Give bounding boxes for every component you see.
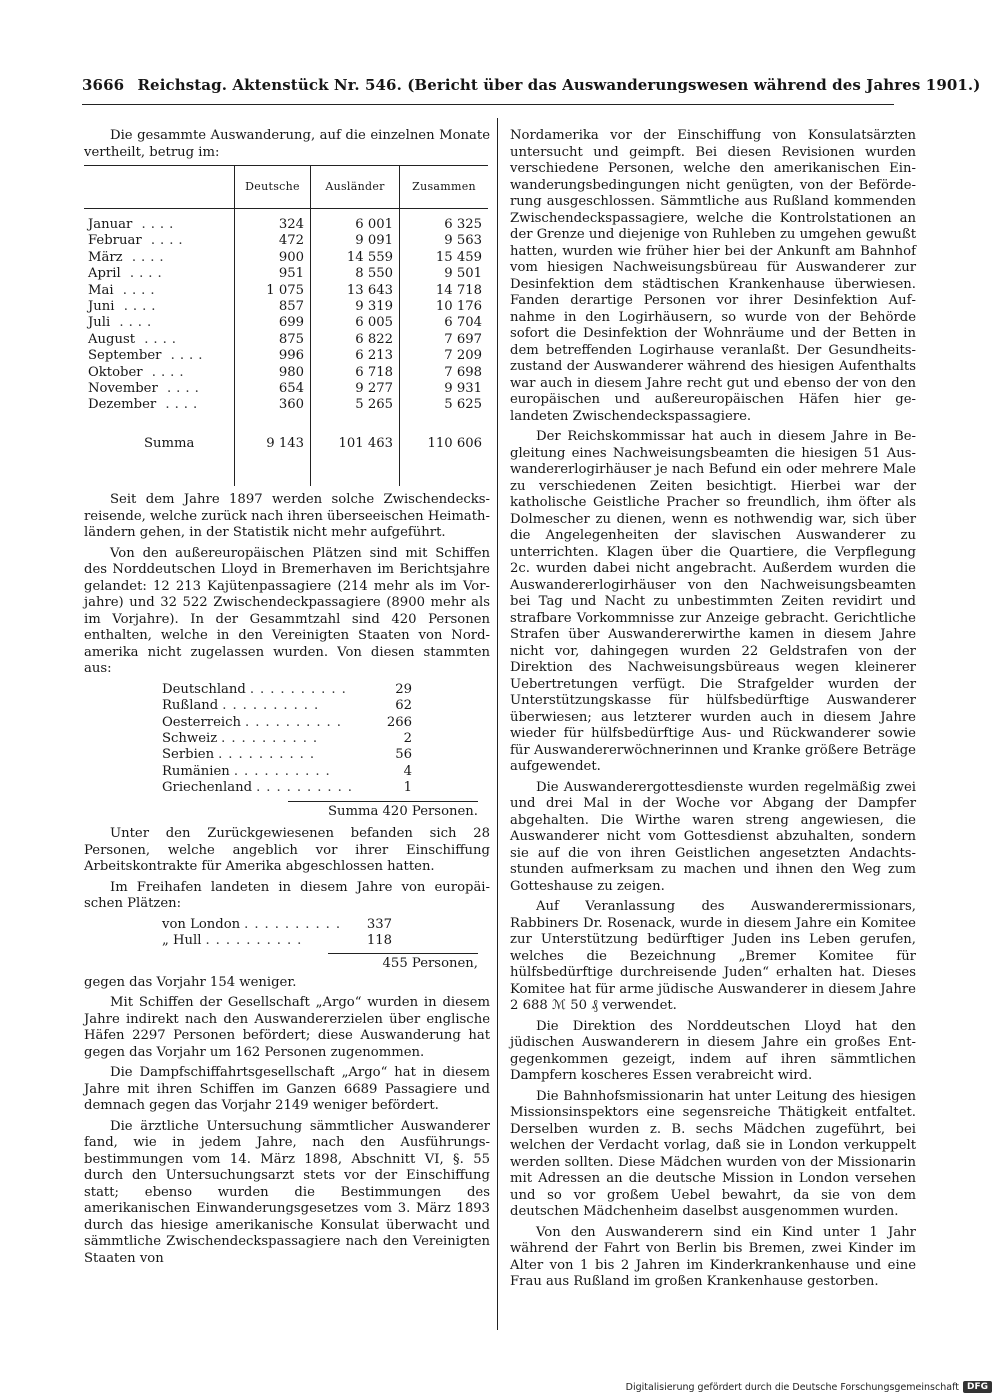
origin-count: 1 — [403, 780, 412, 796]
month-cell — [84, 299, 235, 315]
origin-count: 56 — [395, 747, 412, 763]
month-label: April — [88, 266, 121, 282]
auslaender-cell: 13 643 — [311, 283, 400, 299]
table-row — [84, 381, 488, 397]
origin-row — [162, 682, 412, 698]
port-list — [162, 917, 392, 950]
paragraph: Der Reichskommissar hat auch in diesem Jahre in Begleitung eines Nachweisungsbeamten die hiesigen 51 Auswandererlogirhäuser je nach Befund ein oder mehrere Male zu verschiedenen Zeiten besichtigt. Hierbei war der katholische Geistliche Pracher so freundlich, ihm öfter als Dolmescher zu dienen, wenn es nothwendig war, sich über die Angelegenheiten der slavischen Auswanderer zu unterrichten. Klagen über die Quartiere, die Verpflegung 2c. wurden dabei nicht angebracht. Außerdem wurden die Auswandererlogirhäuser von den Nachweisungsbeamten bei Tag und Nacht zu unbestimmten Zeiten revidirt und strafbare Vorkommnisse zur Anzeige gebracht. Gerichtliche Strafen über Auswandererwirthe kamen in diesem Jahre nicht vor, dahingegen wurden 22 Geldstrafen von der Direktion des Nachweisungsbüreaus wegen kleinerer Uebertretungen verfügt. Die Strafgelder wurden der Unterstützungskasse für hülfsbedürftige Auswanderer überwiesen; aus letzterer wurden auch in diesem Jahre wieder für hülfsbedürftige Aus- und Rückwanderer sowie für Auswandererwöchnerinnen und Kranke größere Beträge aufgewendet. — [510, 429, 916, 774]
month-label: Mai — [88, 282, 114, 298]
zusammen-cell: 9 931 — [400, 381, 488, 397]
leader-dots: .......... — [221, 731, 324, 746]
month-label: Juni — [88, 299, 115, 315]
port-label: „ Hull — [162, 933, 202, 949]
month-label: Februar — [88, 233, 142, 249]
col-header-zusammen: Zusammen — [400, 166, 488, 209]
origin-count: 2 — [403, 731, 412, 746]
leader-dots: .... — [114, 299, 161, 315]
paragraph: Mit Schiffen der Gesellschaft „Argo“ wurden in diesem Jahre indirekt nach den Auswandererzielen über englische Häfen 2297 Personen befördert; diese Auswanderung hat gegen das Vorjahr um 162 Personen zugenommen. — [84, 995, 490, 1060]
origin-country: Oesterreich — [162, 714, 241, 730]
deutsche-cell: 360 — [235, 397, 311, 413]
table-row — [84, 397, 488, 413]
paragraph: Von den Auswanderern sind ein Kind unter 1 Jahr während der Fahrt von Berlin bis Bremen, zwei Kinder im Alter von 1 bis 2 Jahren im Kinderkrankenhause und eine Frau aus Rußland im großen Krankenhause gestorben. — [510, 1224, 916, 1289]
month-cell — [84, 209, 235, 234]
page-header — [82, 76, 981, 94]
running-title: Reichstag. Aktenstück Nr. 546. (Bericht über das Auswanderungswesen während des Jahres 1901.) — [137, 76, 981, 94]
table-row — [84, 233, 488, 249]
leader-dots: .......... — [249, 681, 352, 697]
zusammen-cell: 15 459 — [400, 250, 488, 266]
paragraph: Nordamerika vor der Einschiffung von Konsulatsärzten untersucht und geimpft. Bei diesen Revisionen wurden verschiedene Personen, welche den amerikanischen Einwanderungsbedingungen nicht genügten, von der Beförderung ausgeschlossen. Sämmtliche aus Rußland kommenden Zwischendeckspassagiere, welche die Kontrolstationen an der Grenze und diejenige von Ruhleben zu umgehen gewußt hatten, wurden wie früher hier bei der Ankunft am Bahnhof vom hiesigen Nachweisungsbüreau für Auswanderer zur Desinfektion dem städtischen Krankenhause überwiesen. Fanden derartige Personen vor ihrer Desinfektion Aufnahme in den Logirhäusern, so wurde von der Behörde sofort die Desinfektion der Wohnräume und der Betten in dem betreffenden Logirhause veranlaßt. Der Gesundheitszustand der Auswanderer während des hiesigen Aufenthalts war auch in diesem Jahre recht gut und ebenso der von den europäischen und außereuropäischen Häfen hier gelandeten Zwischendeckspassagiere. — [510, 128, 916, 424]
auslaender-cell: 6 213 — [311, 348, 400, 364]
origin-count: 266 — [386, 714, 412, 730]
digitization-footer — [626, 1381, 992, 1393]
leader-dots: .... — [122, 249, 169, 265]
zusammen-cell: 6 704 — [400, 315, 488, 331]
month-label: Juli — [88, 315, 111, 331]
origin-country: Rußland — [162, 698, 219, 714]
origin-country: Schweiz — [162, 731, 218, 746]
origin-count: 4 — [403, 763, 412, 779]
origin-count: 62 — [395, 698, 412, 714]
month-cell — [84, 315, 235, 331]
leader-dots: .... — [113, 282, 160, 298]
origin-row — [162, 715, 412, 731]
leader-dots: .... — [161, 348, 208, 364]
month-label: November — [88, 381, 158, 397]
deutsche-cell: 980 — [235, 365, 311, 381]
month-label: Oktober — [88, 364, 143, 380]
col-header-month — [84, 166, 235, 209]
month-cell — [84, 348, 235, 364]
paragraph: Die Auswanderergottesdienste wurden regelmäßig zwei und drei Mal in der Woche vor Abgang der Dampfer abgehalten. Die Wirthe waren streng angewiesen, die Auswanderer nicht vom Gottesdienst abzuhalten, sondern sie auf die von ihren Geistlichen angesetzten Andachtsstunden aufmerksam zu machen und ihnen den Weg zum Gotteshause zu zeigen. — [510, 779, 916, 894]
sum-auslaender: 101 463 — [311, 414, 400, 486]
deutsche-cell: 654 — [235, 381, 311, 397]
sum-deutsche: 9 143 — [235, 414, 311, 486]
leader-dots: .... — [110, 315, 157, 331]
col-header-auslaender: Ausländer — [311, 166, 400, 209]
deutsche-cell: 1 075 — [235, 283, 311, 299]
auslaender-cell: 9 277 — [311, 381, 400, 397]
auslaender-cell: 6 001 — [311, 209, 400, 234]
zusammen-cell: 6 325 — [400, 209, 488, 234]
table-row — [84, 365, 488, 381]
auslaender-cell: 14 559 — [311, 250, 400, 266]
port-row — [162, 933, 392, 949]
leader-dots: .......... — [256, 780, 358, 796]
month-cell — [84, 283, 235, 299]
port-count: 118 — [366, 933, 392, 949]
leader-dots: .......... — [233, 763, 336, 779]
origin-list — [162, 682, 412, 797]
deutsche-cell: 324 — [235, 209, 311, 234]
auslaender-cell: 6 005 — [311, 315, 400, 331]
zusammen-cell: 9 563 — [400, 233, 488, 249]
paragraph: Auf Veranlassung des Auswanderermissionars, Rabbiners Dr. Rosenack, wurde in diesem Jahre ein Komitee zur Unterstützung bedürftiger Juden ins Leben gerufen, welches die Bezeichnung „Bremer Komitee für hülfsbedürftige durchreisende Juden“ erhalten hat. Dieses Komitee hat für arme jüdische Auswanderer in diesem Jahre 2 688 ℳ 50 ₰ verwendet. — [510, 899, 916, 1013]
header-rule — [82, 104, 894, 105]
port-sum — [84, 953, 490, 973]
paragraph: Von den außereuropäischen Plätzen sind mit Schiffen des Norddeutschen Lloyd in Bremerhaven im Berichtsjahre gelandet: 12 213 Kajütenpassagiere (214 mehr als im Vorjahre) und 32 522 Zwischendeckpassagiere (8900 mehr als im Vorjahre). In der Gesammtzahl sind 420 Personen enthalten, welche in den Vereinigten Staaten von Nordamerika nicht zugelassen wurden. Von diesen stammten aus: — [84, 545, 490, 677]
month-label: März — [88, 249, 123, 265]
table-row — [84, 209, 488, 234]
month-label: Januar — [88, 217, 133, 232]
paragraph: gegen das Vorjahr 154 weniger. — [84, 974, 297, 990]
month-label: August — [88, 331, 136, 347]
origin-row — [162, 780, 412, 796]
origin-sum — [84, 801, 490, 821]
sum-zusammen: 110 606 — [400, 414, 488, 486]
table-row — [84, 348, 488, 364]
deutsche-cell: 900 — [235, 250, 311, 266]
auslaender-cell: 8 550 — [311, 266, 400, 282]
port-label: von London — [162, 916, 241, 932]
paragraph: Die ärztliche Untersuchung sämmtlicher Auswanderer fand, wie in jedem Jahre, nach den Ausführungsbestimmungen vom 14. März 1898, Abschnitt VI, §. 55 durch den Untersuchungsarzt stets vor der Einschiffung statt; ebenso wurden die Bestimmungen des amerikanischen Einwanderungsgesetzes vom 3. März 1893 durch das hiesige amerikanische Konsulat überwacht und sämmtliche Zwischendeckspassagiere nach den Vereinigten Staaten von — [84, 1118, 490, 1266]
right-column — [510, 128, 916, 1295]
origin-country: Griechenland — [162, 780, 253, 796]
col-header-deutsche: Deutsche — [235, 166, 311, 209]
leader-dots: .... — [142, 364, 189, 380]
table-row — [84, 315, 488, 331]
origin-row — [162, 764, 412, 780]
month-cell — [84, 332, 235, 348]
origin-country: Deutschland — [162, 681, 246, 697]
origin-sum-text: Summa 420 Personen. — [288, 801, 478, 821]
origin-country: Rumänien — [162, 763, 230, 779]
dfg-logo: DFG — [963, 1381, 992, 1393]
paragraph: Im Freihafen landeten in diesem Jahre von europäischen Plätzen: — [84, 879, 490, 912]
zusammen-cell: 7 698 — [400, 365, 488, 381]
table-row — [84, 266, 488, 282]
leader-dots: .... — [132, 217, 179, 232]
origin-row — [162, 698, 412, 714]
table-header-row — [84, 166, 488, 209]
deutsche-cell: 875 — [235, 332, 311, 348]
month-cell — [84, 266, 235, 282]
month-cell — [84, 233, 235, 249]
table-row — [84, 299, 488, 315]
paragraph: Die Dampfschiffahrtsgesellschaft „Argo“ hat in diesem Jahre mit ihren Schiffen im Ganzen 6689 Passagiere und demnach gegen das Vorjahr 2149 weniger befördert. — [84, 1065, 490, 1114]
auslaender-cell: 9 319 — [311, 299, 400, 315]
leader-dots: .... — [135, 331, 181, 347]
zusammen-cell: 9 501 — [400, 266, 488, 282]
leader-dots: .......... — [245, 714, 347, 730]
monthly-emigration-table — [84, 165, 488, 486]
table-row — [84, 250, 488, 266]
auslaender-cell: 6 822 — [311, 332, 400, 348]
origin-row — [162, 731, 412, 747]
leader-dots: .......... — [218, 747, 321, 763]
month-label: Dezember — [88, 397, 157, 413]
port-sum-text: 455 Personen, — [328, 953, 478, 973]
leader-dots: .... — [156, 397, 203, 413]
paragraph: Die Bahnhofsmissionarin hat unter Leitung des hiesigen Missionsinspektors eine segensreiche Thätigkeit entfaltet. Derselben wurden z. B. sechs Mädchen zugeführt, bei welchen der Verdacht vorlag, daß sie in London verkuppelt werden sollten. Diese Mädchen wurden von der Missionarin mit Adressen an die deutsche Mission in London versehen und so vor großem Uebel bewahrt, da sie von dem deutschen Mädchenheim daselbst ausgenommen wurden. — [510, 1088, 916, 1219]
paragraph: Die Direktion des Norddeutschen Lloyd hat den jüdischen Auswanderern in diesem Jahre ein großes Entgegenkommen gezeigt, indem auf ihren sämmtlichen Dampfern koscheres Essen verabreicht wird. — [510, 1018, 916, 1083]
auslaender-cell: 5 265 — [311, 397, 400, 413]
month-cell — [84, 250, 235, 266]
left-column — [84, 128, 490, 1271]
port-row — [162, 917, 392, 933]
table-row — [84, 332, 488, 348]
paragraph: Seit dem Jahre 1897 werden solche Zwischendecksreisende, welche zurück nach ihren überseeischen Heimathländern gehen, in der Statistik nicht mehr aufgeführt. — [84, 492, 490, 541]
table-intro: Die gesammte Auswanderung, auf die einzelnen Monate vertheilt, betrug im: — [84, 128, 490, 160]
paragraph: Unter den Zurückgewiesenen befanden sich 28 Personen, welche angeblich vor ihrer Einschiffung Arbeitskontrakte für Amerika abgeschlossen hatten. — [84, 826, 490, 875]
leader-dots: .......... — [205, 933, 308, 949]
deutsche-cell: 951 — [235, 266, 311, 282]
deutsche-cell: 996 — [235, 348, 311, 364]
leader-dots: .... — [157, 381, 204, 397]
zusammen-cell: 14 718 — [400, 283, 488, 299]
deutsche-cell: 472 — [235, 233, 311, 249]
auslaender-cell: 6 718 — [311, 365, 400, 381]
leader-dots: .... — [120, 266, 167, 282]
origin-count: 29 — [395, 681, 412, 697]
column-divider — [497, 118, 498, 1330]
zusammen-cell: 5 625 — [400, 397, 488, 413]
month-cell — [84, 365, 235, 381]
table-body — [84, 209, 488, 487]
deutsche-cell: 699 — [235, 315, 311, 331]
leader-dots: .......... — [244, 916, 347, 932]
sum-label: Summa — [144, 435, 195, 451]
deutsche-cell: 857 — [235, 299, 311, 315]
month-cell — [84, 381, 235, 397]
zusammen-cell: 10 176 — [400, 299, 488, 315]
month-cell — [84, 397, 235, 413]
auslaender-cell: 9 091 — [311, 233, 400, 249]
origin-row — [162, 747, 412, 763]
page-number: 3666 — [82, 76, 125, 94]
origin-country: Serbien — [162, 747, 215, 763]
leader-dots: .... — [141, 233, 188, 249]
table-sum-row — [84, 414, 488, 486]
table-row — [84, 283, 488, 299]
month-label: September — [88, 348, 162, 364]
leader-dots: .......... — [222, 698, 325, 714]
zusammen-cell: 7 209 — [400, 348, 488, 364]
port-count: 337 — [366, 916, 392, 932]
footer-text: Digitalisierung gefördert durch die Deutsche Forschungsgemeinschaft — [625, 1381, 959, 1393]
zusammen-cell: 7 697 — [400, 332, 488, 348]
